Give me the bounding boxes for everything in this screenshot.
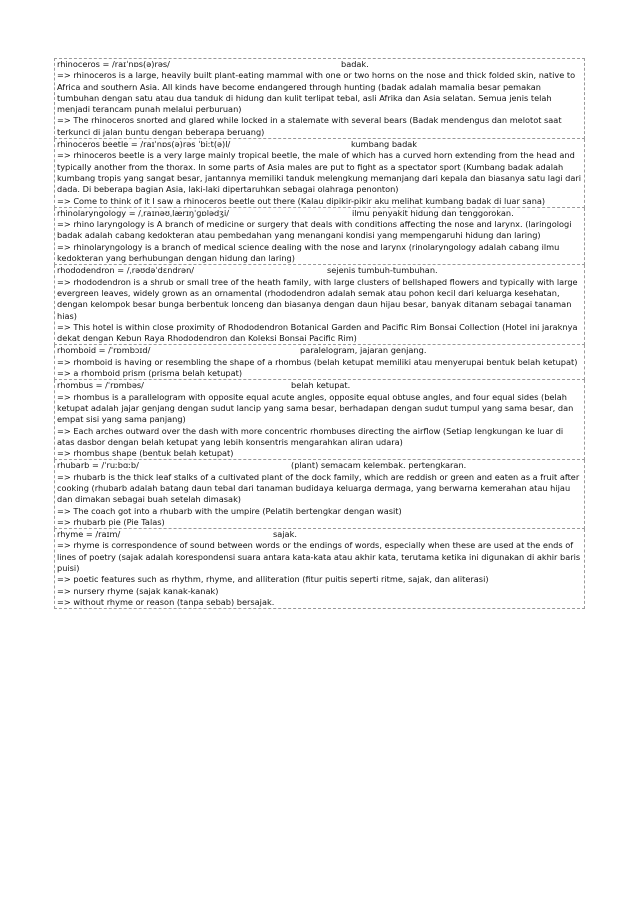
entry-line: => rhinolaryngology is a branch of medical science dealing with the nose and larynx (rinolaryngology adalah cabang ilmu kedokteran yang berhubungan dengan hidung dan laring)	[57, 241, 560, 264]
dictionary-entry	[54, 460, 585, 529]
entry-line: => Each arches outward over the dash with more concentric rhombuses directing the airflow (Setiap lengkungan ke luar di atas dasbor dengan belah ketupat yang lebih konsentris mengarahkan aliran udara)	[57, 425, 564, 447]
entry-line: => rhyme is correspondence of sound between words or the endings of words, especially when these are used at the ends of lines of poetry (sajak adalah korespondensi suara antara kata-kata atau akhir kata, terutama ketika ini digunakan di akhir baris puisi)	[57, 540, 581, 574]
entry-translation: ilmu penyakit hidung dan tenggorokan.	[352, 207, 514, 218]
entry-translation: sajak.	[273, 529, 297, 540]
entry-term: rhubarb = /ˈruːbɑːb/	[57, 460, 139, 471]
entry-translation: badak.	[341, 59, 369, 69]
dictionary-page	[54, 58, 585, 609]
entry-line: => The coach got into a rhubarb with the umpire (Pelatih bertengkar dengan wasit)	[57, 505, 402, 516]
entry-line: => This hotel is within close proximity of Rhododendron Botanical Garden and Pacific Rim Bonsai Collection (Hotel ini jaraknya dekat dengan Kebun Raya Rhododendron dan Koleksi Bonsai Pacific Rim)	[57, 321, 578, 344]
dictionary-entry	[54, 345, 585, 380]
entry-headline	[57, 208, 583, 219]
entry-line: => rhino laryngology is A branch of medicine or surgery that deals with conditions affecting the nose and larynx. (laringologi badak adalah cabang kedokteran atau pembedahan yang menangani kondisi yang mempengaruhi hidung dan laring)	[57, 219, 572, 241]
entry-translation: (plant) semacam kelembak. pertengkaran.	[291, 460, 467, 471]
dictionary-entry	[54, 529, 585, 609]
entry-headline	[57, 460, 583, 471]
entry-term: rhombus = /ˈrɒmbəs/	[57, 380, 144, 391]
entry-headline	[57, 380, 583, 391]
dictionary-entry	[54, 58, 585, 139]
entry-line: => rhinoceros is a large, heavily built plant-eating mammal with one or two horns on the nose and thick folded skin, native to Africa and southern Asia. All kinds have become endangered through hunting (badak adalah mamalia besar pemakan tumbuhan dengan satu atau dua tanduk di hidung dan kulit terlipat tebal, asli Afrika dan Asia selatan. Semua jenis telah menjadi terancam punah melalui perburuan)	[57, 70, 576, 115]
entry-term: rhinoceros beetle = /raɪˈnɒs(ə)rəs ˈbiːt(ə)l/	[57, 139, 231, 150]
entry-translation: kumbang badak	[351, 139, 418, 150]
dictionary-entry	[54, 139, 585, 208]
entry-headline	[57, 139, 583, 150]
entry-line: => a rhomboid prism (prisma belah ketupat)	[57, 368, 243, 379]
entry-term: rhomboid = /ˈrɒmbɔɪd/	[57, 345, 151, 356]
entry-line: => rhombus shape (bentuk belah ketupat)	[57, 448, 234, 459]
entry-line: => rhinoceros beetle is a very large mainly tropical beetle, the male of which has a curved horn extending from the head and typically another from the thorax. In some parts of Asia males are put to fight as a spectator sport (Kumbang badak adalah kumbang tropis yang sangat besar, jantannya memiliki tanduk melengkung memanjang dari kepala dan biasanya satu lagi dari dada. Di beberapa bagian Asia, laki-laki dipertaruhkan sebagai olahraga penonton)	[57, 150, 582, 195]
entry-line: => rhomboid is having or resembling the shape of a rhombus (belah ketupat memiliki atau menyerupai bentuk belah ketupat)	[57, 356, 578, 367]
entry-headline	[57, 265, 583, 276]
dictionary-entry	[54, 380, 585, 460]
entry-line: => nursery rhyme (sajak kanak-kanak)	[57, 585, 219, 596]
entry-line: => rhododendron is a shrub or small tree of the heath family, with large clusters of bellshaped flowers and typically with large evergreen leaves, widely grown as an ornamental (rhododendron adalah semak atau pohon kecil dari keluarga kesehatan, dengan kelompok besar bunga berbentuk lonceng dan biasanya dengan daun hijau besar, banyak ditanam sebagai tanaman hias)	[57, 276, 578, 321]
entry-headline	[57, 59, 583, 70]
entry-term: rhyme = /raɪm/	[57, 529, 121, 540]
entry-line: => without rhyme or reason (tanpa sebab) bersajak.	[57, 596, 275, 607]
entry-line: => poetic features such as rhythm, rhyme, and alliteration (fitur puitis seperti ritme, sajak, dan aliterasi)	[57, 574, 489, 585]
dictionary-entry	[54, 208, 585, 265]
entry-translation: belah ketupat.	[291, 380, 351, 391]
entry-term: rhododendron = /ˌrəʊdəˈdɛndrən/	[57, 265, 195, 276]
entry-line: => Come to think of it I saw a rhinoceros beetle out there (Kalau dipikir-pikir aku melihat kumbang badak di luar sana)	[57, 195, 546, 206]
entry-line: => The rhinoceros snorted and glared while locked in a stalemate with several bears (Badak mendengus dan melotot saat terkunci di jalan buntu dengan beberapa beruang)	[57, 115, 562, 137]
entry-headline	[57, 529, 583, 540]
entry-line: => rhombus is a parallelogram with opposite equal acute angles, opposite equal obtuse angles, and four equal sides (belah ketupat adalah jajar genjang dengan sudut lancip yang sama besar, berhadapan dengan sudut tumpul yang sama besar, dan empat sisi yang sama panjang)	[57, 391, 574, 425]
entry-translation: sejenis tumbuh-tumbuhan.	[327, 265, 438, 276]
entry-term: rhinoceros = /raɪˈnɒs(ə)rəs/	[57, 59, 170, 69]
entry-translation: paralelogram, jajaran genjang.	[300, 345, 427, 356]
dictionary-entry	[54, 265, 585, 345]
entry-headline	[57, 345, 583, 356]
entry-line: => rhubarb pie (Pie Talas)	[57, 516, 165, 527]
entry-term: rhinolaryngology = /ˌraɪnəʊˌlærɪŋˈɡɒlədʒi/	[57, 207, 229, 218]
entry-line: => rhubarb is the thick leaf stalks of a cultivated plant of the dock family, which are reddish or green and eaten as a fruit after cooking (rhubarb adalah batang daun tebal dari tanaman budidaya keluarga dermaga, yang berwarna kemerahan atau hijau dan dimakan sebagai buah setelah dimasak)	[57, 471, 580, 505]
